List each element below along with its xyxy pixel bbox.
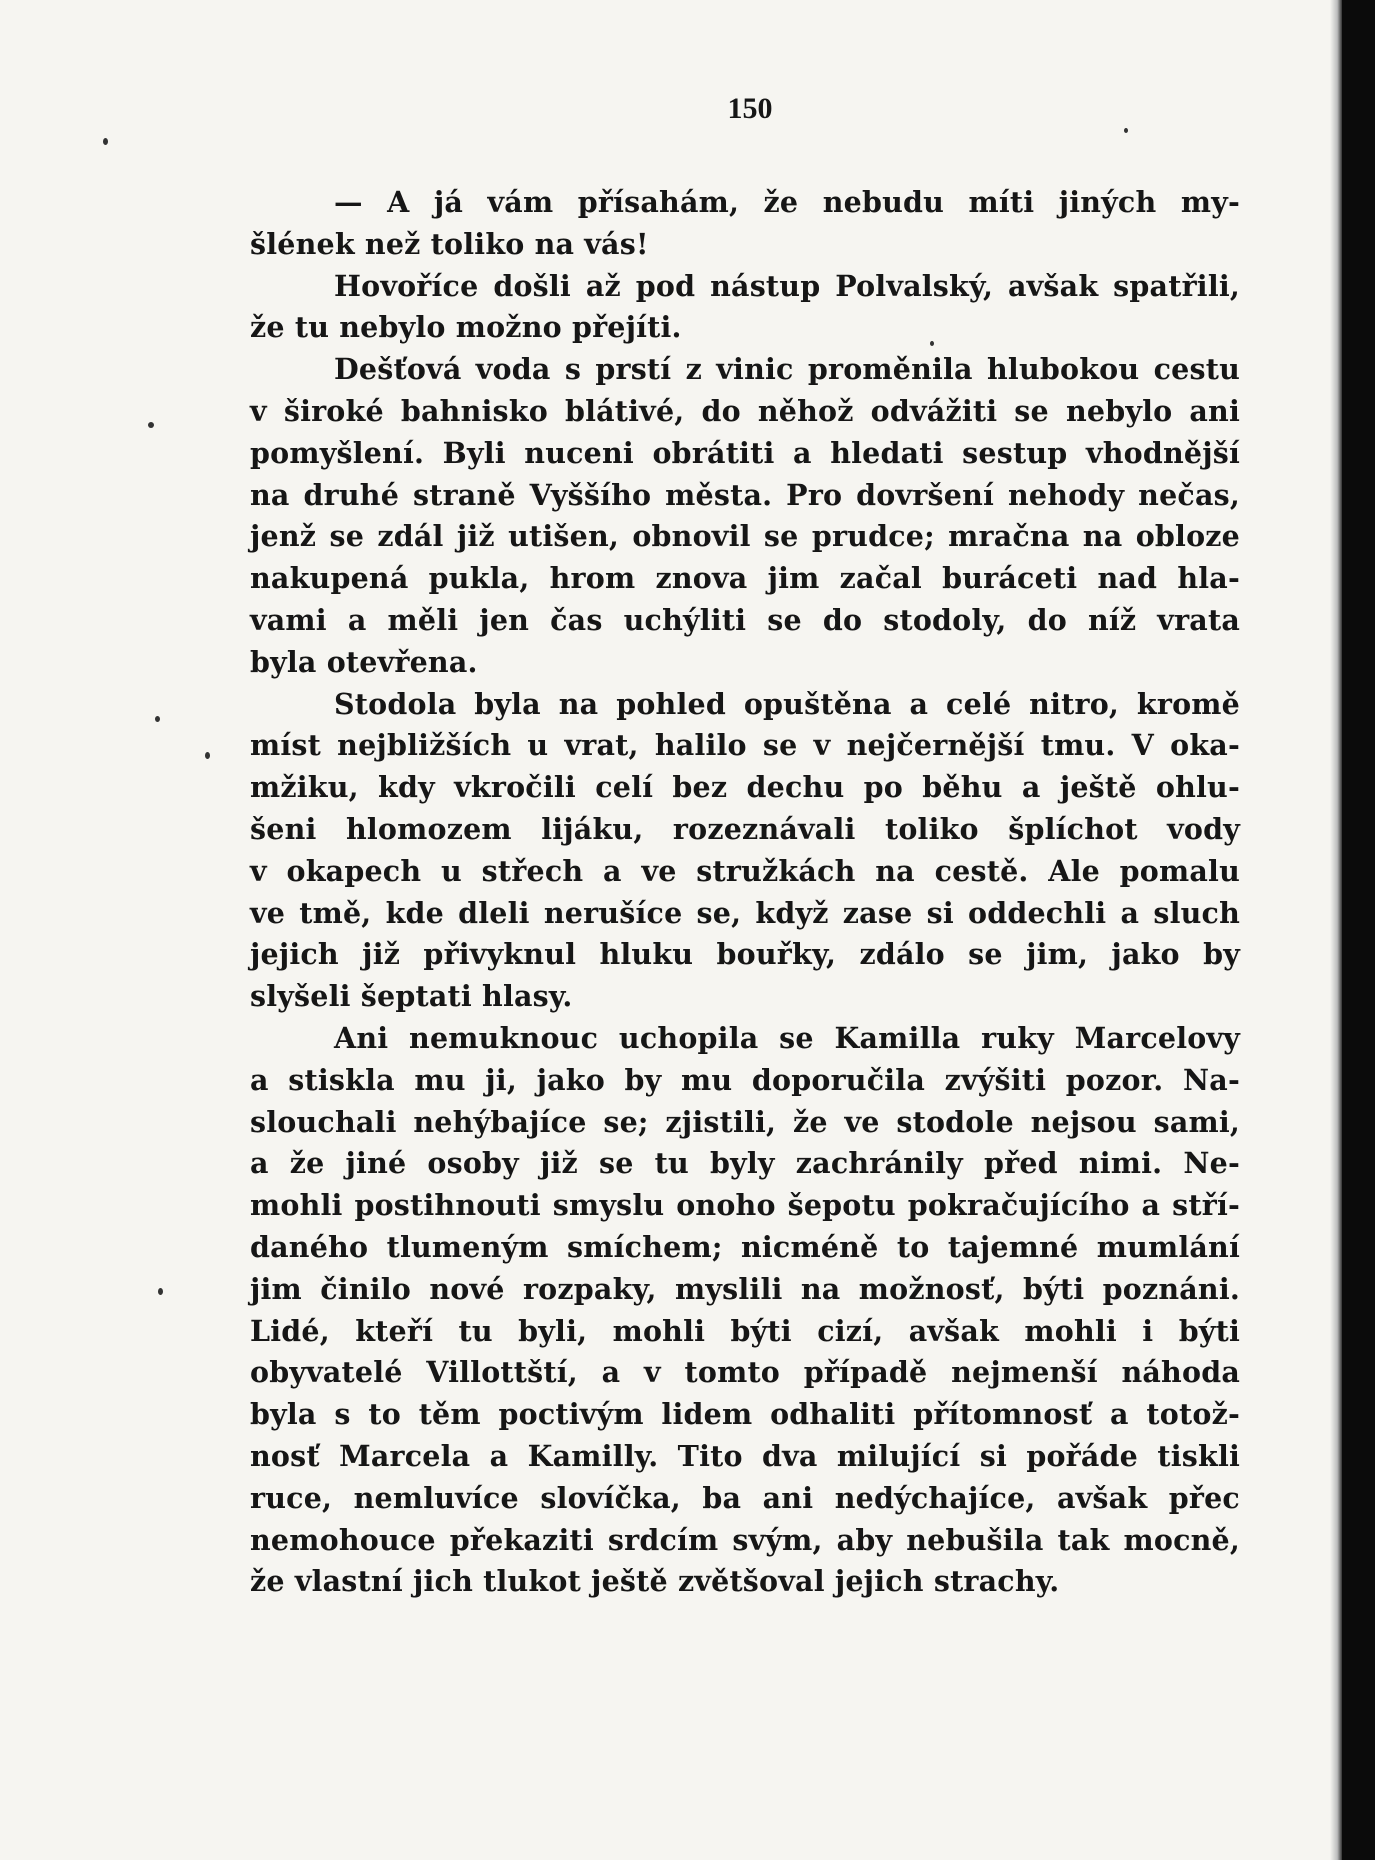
scan-speck <box>103 138 108 145</box>
text-line: jejich již přivyknul hluku bouřky, zdálo se jim, jako by <box>250 937 1240 972</box>
text-line: slouchali nehýbajíce se; zjistili, že ve stodole nejsou sami, <box>250 1104 1240 1139</box>
text-line: mohli postihnouti smyslu onoho šepotu pokračujícího a stří- <box>250 1188 1240 1223</box>
text-line: pomyšlení. Byli nuceni obrátiti a hledati sestup vhodnější <box>250 435 1240 470</box>
text-line: obyvatelé Villottští, a v tomto případě nejmenší náhoda <box>250 1355 1240 1390</box>
scan-speck <box>148 422 154 428</box>
text-line: mžiku, kdy vkročili celí bez dechu po běhu a ještě ohlu- <box>250 770 1240 805</box>
text-line: míst nejbližších u vrat, halilo se v nejčernější tmu. V oka- <box>250 728 1240 763</box>
scan-speck <box>158 1288 163 1295</box>
text-line: a že jiné osoby již se tu byly zachránily před nimi. Ne- <box>250 1146 1240 1181</box>
text-line: Lidé, kteří tu byli, mohli býti cizí, avšak mohli i býti <box>250 1313 1240 1348</box>
paragraph <box>250 349 1240 683</box>
text-line: šeni hlomozem lijáku, rozeznávali toliko šplíchot vody <box>250 811 1240 846</box>
text-line: byla s to těm poctivým lidem odhaliti přítomnosť a totož- <box>250 1397 1240 1432</box>
text-line: na druhé straně Vyššího města. Pro dovršení nehody nečas, <box>250 477 1240 512</box>
text-line: Hovoříce došli až pod nástup Polvalský, avšak spatřili, <box>334 268 1240 303</box>
text-line: ve tmě, kde dleli nerušíce se, když zase si oddechli a sluch <box>250 895 1240 930</box>
text-line: Stodola byla na pohled opuštěna a celé nitro, kromě <box>334 686 1240 721</box>
text-line: daného tlumeným smíchem; nicméně to tajemné mumlání <box>250 1229 1240 1264</box>
text-line: nosť Marcela a Kamilly. Tito dva milující si pořáde tiskli <box>250 1438 1240 1473</box>
text-line: šlének než toliko na vás! <box>250 226 649 261</box>
scan-speck <box>205 752 210 759</box>
text-line: vami a měli jen čas uchýliti se do stodoly, do níž vrata <box>250 602 1240 637</box>
page-text <box>250 182 1240 1603</box>
paragraph <box>250 684 1240 1018</box>
scan-speck <box>155 716 160 722</box>
text-line: že vlastní jich tlukot ještě zvětšoval jejich strachy. <box>250 1564 1060 1599</box>
text-line: že tu nebylo možno přejíti. <box>250 310 682 345</box>
paragraph <box>250 266 1240 350</box>
text-line: byla otevřena. <box>250 644 478 679</box>
text-line: slyšeli šeptati hlasy. <box>250 979 573 1014</box>
text-line: nemohouce překaziti srdcím svým, aby nebušila tak mocně, <box>250 1522 1240 1557</box>
paragraph <box>250 182 1240 266</box>
text-line: nakupená pukla, hrom znova jim začal buráceti nad hla- <box>250 561 1240 596</box>
text-line: ruce, nemluvíce slovíčka, ba ani nedýchajíce, avšak přec <box>250 1480 1240 1515</box>
text-line: — A já vám přísahám, že nebudu míti jiných my- <box>334 185 1240 219</box>
page-gutter-shadow <box>1330 0 1342 1860</box>
text-line: jenž se zdál již utišen, obnovil se prudce; mračna na obloze <box>250 519 1240 554</box>
scan-speck <box>930 341 934 346</box>
text-line: jim činilo nové rozpaky, myslili na možnosť, býti poznáni. <box>250 1271 1240 1306</box>
scan-speck <box>1124 128 1128 133</box>
scan-border <box>1342 0 1375 1860</box>
text-line: v široké bahnisko blátivé, do něhož odvážiti se nebylo ani <box>250 393 1240 428</box>
paragraph <box>250 1018 1240 1603</box>
text-line: v okapech u střech a ve stružkách na cestě. Ale pomalu <box>250 853 1240 888</box>
page-number: 150 <box>727 92 773 125</box>
text-line: a stiskla mu ji, jako by mu doporučila zvýšiti pozor. Na- <box>250 1062 1240 1097</box>
text-line: Ani nemuknouc uchopila se Kamilla ruky Marcelovy <box>334 1020 1240 1055</box>
text-line: Dešťová voda s prstí z vinic proměnila hlubokou cestu <box>334 352 1240 387</box>
